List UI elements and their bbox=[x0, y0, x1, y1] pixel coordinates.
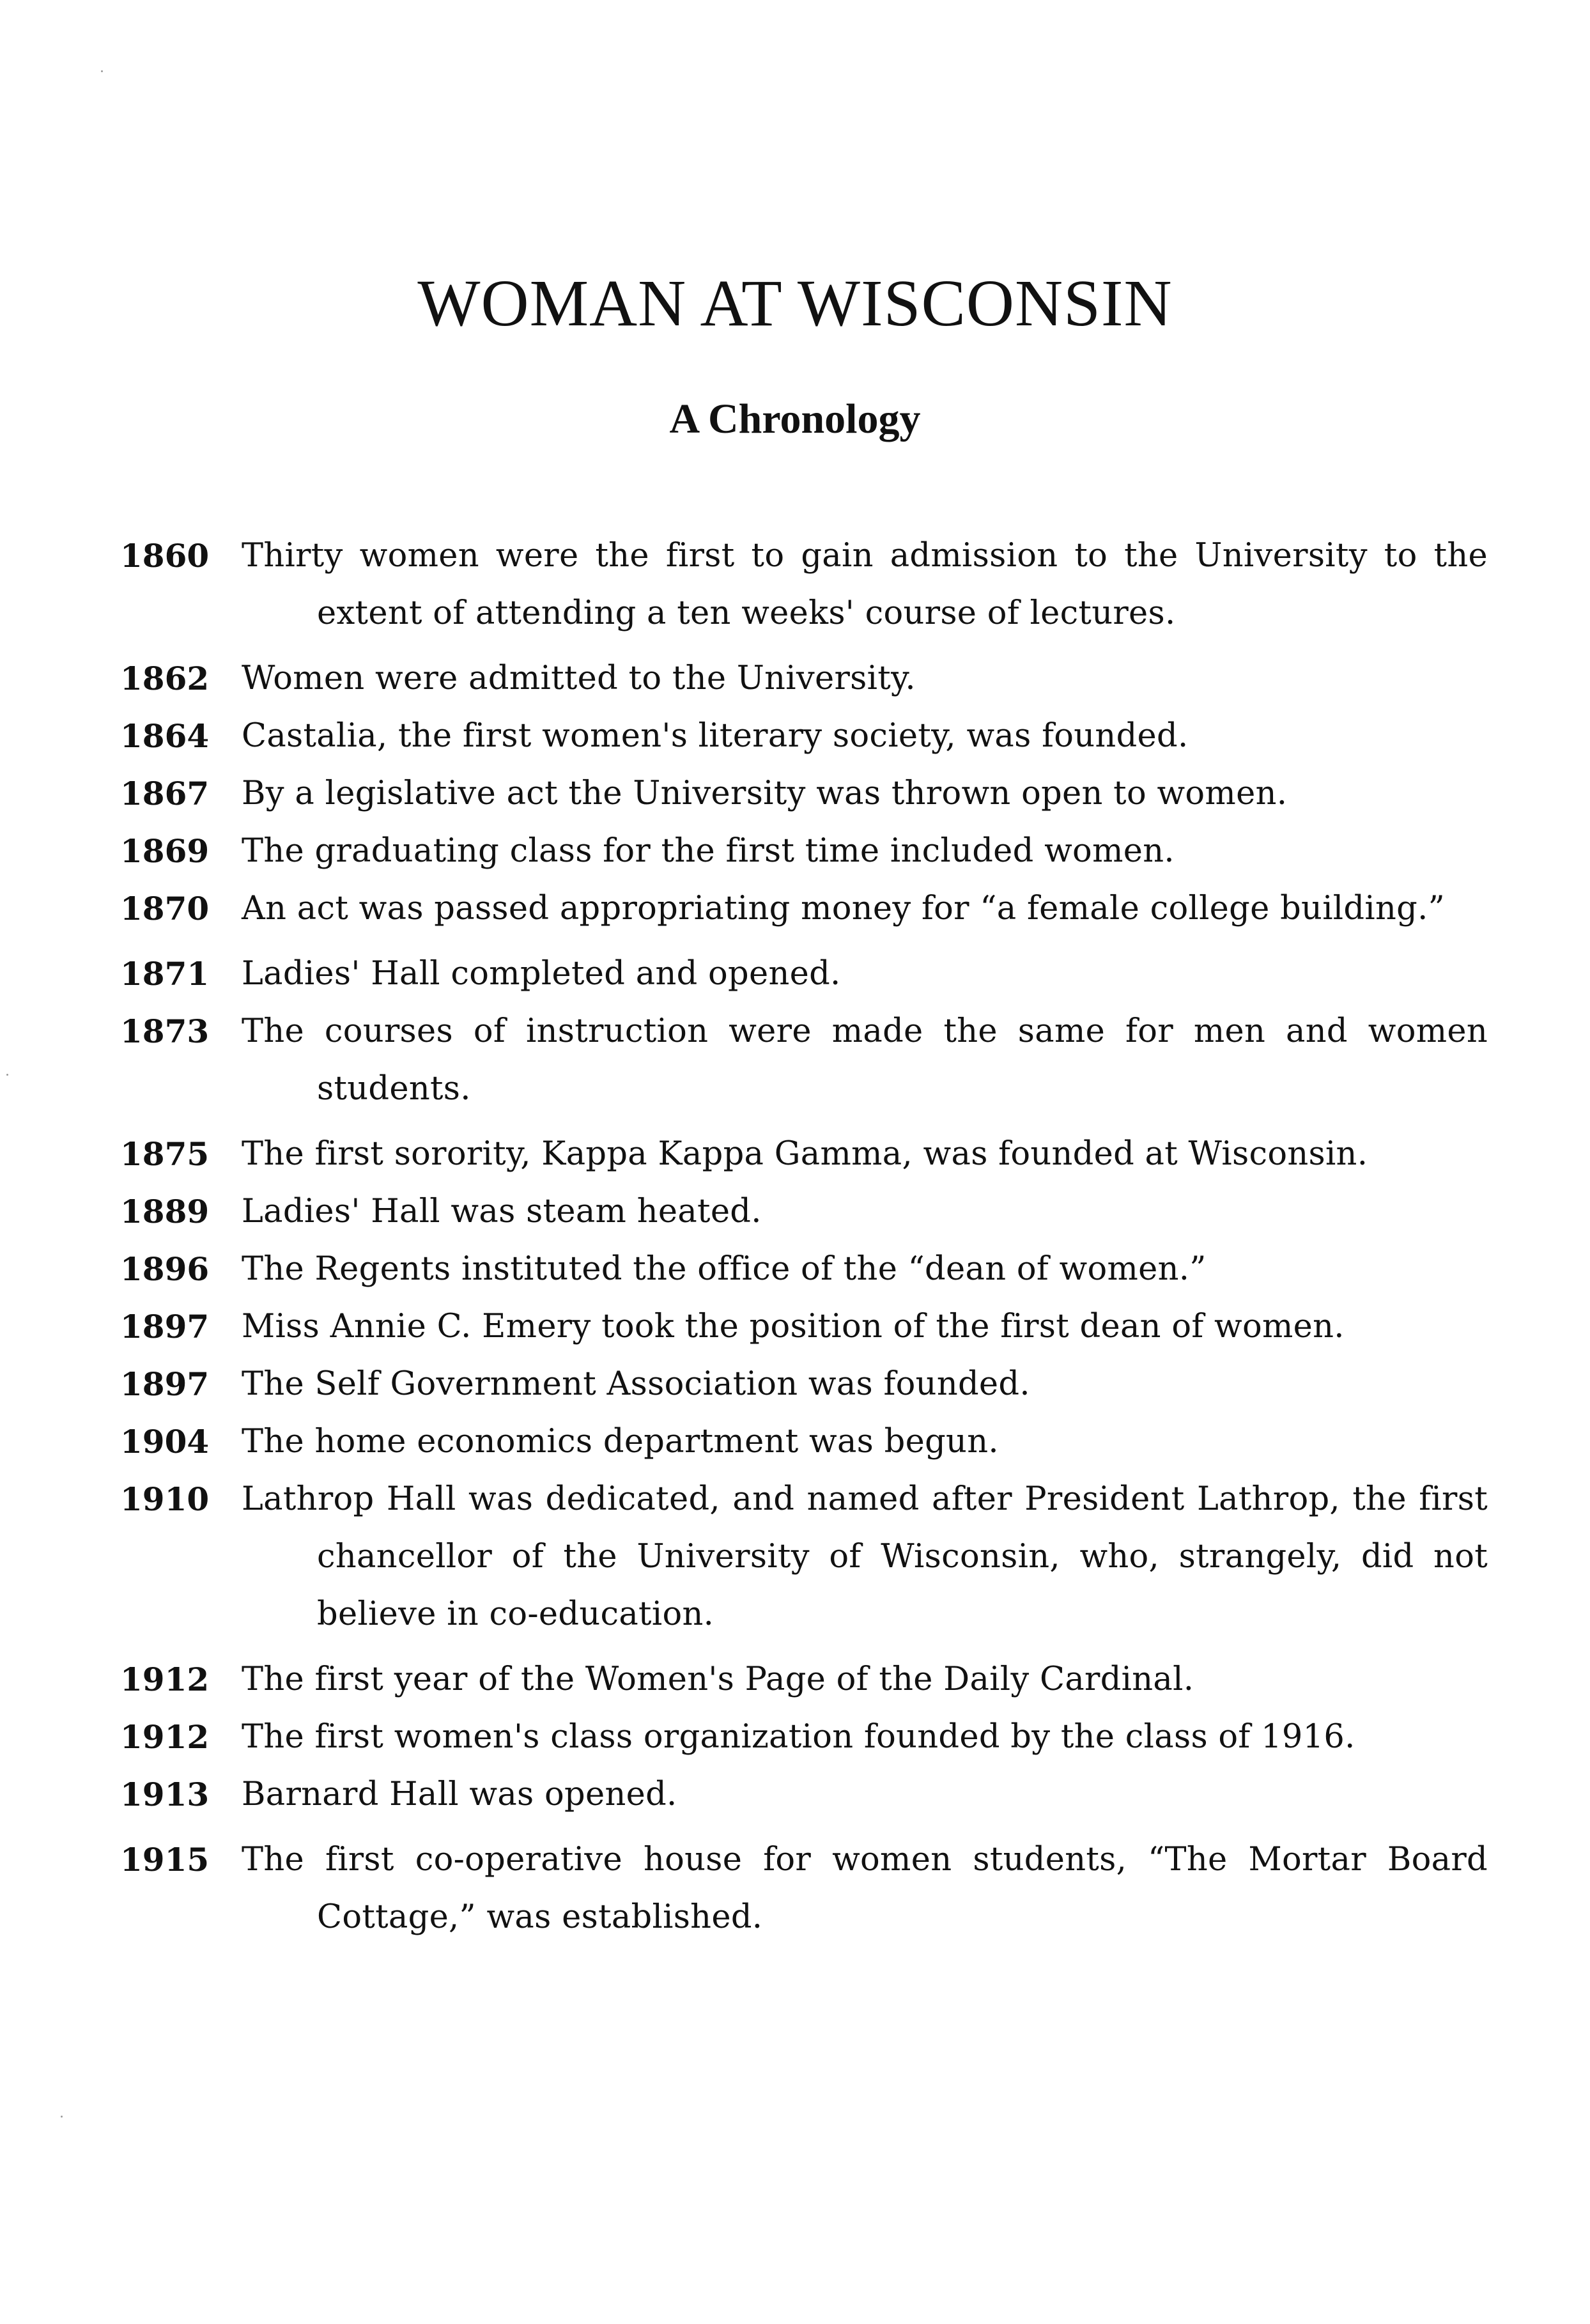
entry-year: 1869 bbox=[120, 832, 210, 870]
chronology-entry bbox=[120, 1766, 1488, 1824]
entry-year: 1913 bbox=[120, 1776, 210, 1813]
entry-text: Miss Annie C. Emery took the position of the first dean of women. bbox=[242, 1308, 1345, 1345]
entry-text: The first year of the Women's Page of the Daily Cardinal. bbox=[242, 1661, 1194, 1698]
chronology-entry bbox=[120, 880, 1488, 938]
entry-year: 1875 bbox=[120, 1135, 210, 1173]
chronology-entry bbox=[120, 765, 1488, 823]
entry-year: 1897 bbox=[120, 1365, 210, 1403]
scan-speck bbox=[61, 2116, 63, 2118]
entry-year: 1871 bbox=[120, 955, 210, 993]
entry-year: 1867 bbox=[120, 775, 210, 812]
entry-text: The first women's class organization founded by the class of 1916. bbox=[242, 1718, 1355, 1756]
scan-speck bbox=[101, 70, 103, 72]
entry-text: Ladies' Hall completed and opened. bbox=[242, 955, 841, 993]
entry-text: The Regents instituted the office of the “dean of women.” bbox=[242, 1250, 1207, 1288]
entry-text: Thirty women were the first to gain admission to the University to the extent of attending a ten weeks' course of lectures. bbox=[242, 537, 1488, 632]
entry-text: The first sorority, Kappa Kappa Gamma, was founded at Wisconsin. bbox=[242, 1135, 1368, 1173]
entry-year: 1860 bbox=[120, 537, 210, 575]
chronology-entry bbox=[120, 823, 1488, 880]
chronology-entry bbox=[120, 650, 1488, 708]
entry-text: An act was passed appropriating money for “a female college building.” bbox=[242, 890, 1445, 927]
chronology-entry bbox=[120, 1708, 1488, 1766]
page-subtitle: A Chronology bbox=[669, 396, 921, 442]
entry-text: The home economics department was begun. bbox=[242, 1423, 999, 1460]
chronology-entry bbox=[120, 1183, 1488, 1241]
entry-text: Lathrop Hall was dedicated, and named after President Lathrop, the first chancellor of the University of Wisconsin, who, strangely, did not believe in co-education. bbox=[242, 1480, 1488, 1633]
entry-year: 1904 bbox=[120, 1423, 210, 1460]
entry-text: The courses of instruction were made the same for men and women students. bbox=[242, 1012, 1488, 1108]
entry-year: 1896 bbox=[120, 1250, 210, 1288]
entry-year: 1873 bbox=[120, 1012, 210, 1050]
chronology-list bbox=[120, 527, 1488, 1946]
entry-text: The first co-operative house for women students, “The Mortar Board Cottage,” was established. bbox=[242, 1841, 1488, 1936]
page-title: WOMAN AT WISCONSIN bbox=[417, 267, 1173, 340]
chronology-entry bbox=[120, 1471, 1488, 1643]
entry-year: 1912 bbox=[120, 1718, 210, 1756]
entry-year: 1864 bbox=[120, 717, 210, 755]
entry-year: 1870 bbox=[120, 890, 210, 927]
chronology-entry bbox=[120, 527, 1488, 642]
chronology-entry bbox=[120, 1241, 1488, 1298]
entry-text: Women were admitted to the University. bbox=[242, 660, 916, 697]
entry-text: The Self Government Association was founded. bbox=[242, 1365, 1030, 1403]
entry-year: 1897 bbox=[120, 1308, 210, 1345]
entry-year: 1915 bbox=[120, 1841, 210, 1879]
entry-year: 1910 bbox=[120, 1480, 210, 1518]
chronology-entry bbox=[120, 1831, 1488, 1946]
chronology-entry bbox=[120, 1126, 1488, 1183]
scan-speck bbox=[6, 1074, 8, 1076]
entry-text: Castalia, the first women's literary society, was founded. bbox=[242, 717, 1189, 755]
chronology-entry bbox=[120, 1003, 1488, 1118]
chronology-entry bbox=[120, 945, 1488, 1003]
chronology-entry bbox=[120, 1298, 1488, 1356]
entry-text: Ladies' Hall was steam heated. bbox=[242, 1193, 762, 1230]
chronology-entry bbox=[120, 1651, 1488, 1708]
entry-text: Barnard Hall was opened. bbox=[242, 1776, 677, 1813]
entry-year: 1912 bbox=[120, 1661, 210, 1698]
entry-year: 1889 bbox=[120, 1193, 210, 1230]
chronology-entry bbox=[120, 708, 1488, 765]
chronology-entry bbox=[120, 1356, 1488, 1413]
chronology-entry bbox=[120, 1413, 1488, 1471]
entry-text: By a legislative act the University was thrown open to women. bbox=[242, 775, 1288, 812]
entry-year: 1862 bbox=[120, 660, 210, 697]
entry-text: The graduating class for the first time included women. bbox=[242, 832, 1175, 870]
